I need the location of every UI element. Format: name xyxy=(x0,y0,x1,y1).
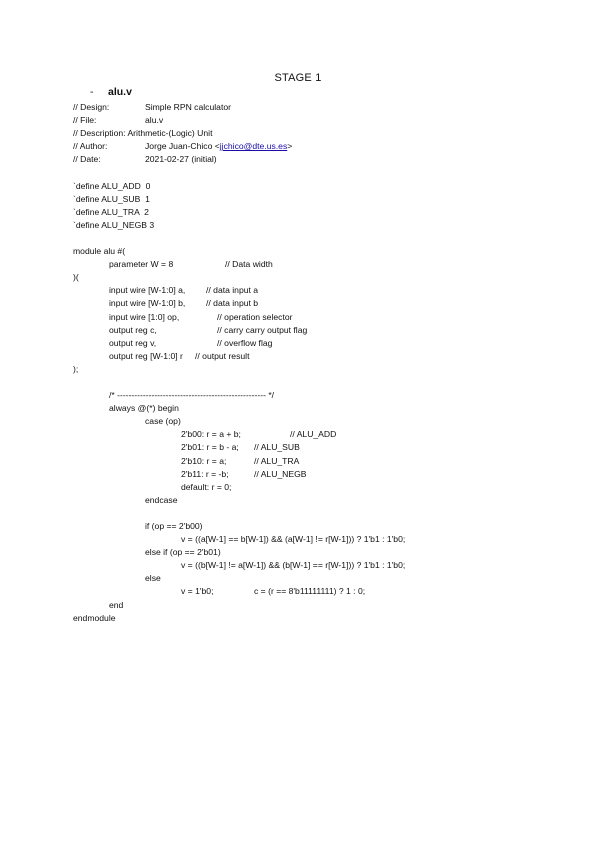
code-comment: // ALU_NEGB xyxy=(254,468,307,479)
define-line xyxy=(73,180,151,193)
code-line xyxy=(73,245,126,258)
section-filename: alu.v xyxy=(108,86,132,98)
define-line xyxy=(73,193,150,206)
parameter-decl: parameter W = 8 xyxy=(109,259,174,270)
code-line xyxy=(73,271,87,284)
code-line xyxy=(73,153,217,166)
list-bullet: - xyxy=(90,86,94,98)
code-line xyxy=(73,114,164,127)
code-line xyxy=(73,599,124,612)
code-line xyxy=(73,389,275,402)
case-item: default: r = 0; xyxy=(181,481,232,492)
code-comment: // ALU_SUB xyxy=(254,442,300,453)
else-stmt: else xyxy=(145,573,161,584)
code-line xyxy=(73,494,178,507)
port-decl: input wire [W-1:0] a, xyxy=(109,285,186,296)
author-close: > xyxy=(287,141,293,152)
author-email-link[interactable]: jjchico@dte.us.es xyxy=(219,141,288,152)
code-line xyxy=(73,140,293,153)
code-line xyxy=(73,533,406,546)
port-decl: output reg v, xyxy=(109,337,157,348)
define-line xyxy=(73,206,149,219)
stage-title: STAGE 1 xyxy=(274,72,322,84)
header-key: // Author: xyxy=(73,141,108,152)
header-key: // Date: xyxy=(73,154,101,165)
port-line xyxy=(73,337,273,350)
port-decl: input wire [1:0] op, xyxy=(109,311,180,322)
header-value: Simple RPN calculator xyxy=(145,102,231,112)
ports-open: )( xyxy=(73,272,79,283)
code-comment: // ALU_TRA xyxy=(254,455,300,466)
author-line xyxy=(145,140,292,153)
define-text: `define ALU_ADD 0 xyxy=(73,180,151,191)
header-key: // Design: xyxy=(73,102,110,112)
code-comment: // operation selector xyxy=(217,311,293,322)
code-comment: // ALU_ADD xyxy=(290,429,337,440)
code-line xyxy=(73,363,87,376)
code-listing xyxy=(73,101,406,625)
define-text: `define ALU_NEGB 3 xyxy=(73,219,155,230)
else-if-stmt: else if (op == 2'b01) xyxy=(145,547,221,558)
separator-comment: /* ---------------------------------------------------- */ xyxy=(109,390,275,401)
section-heading xyxy=(90,86,132,98)
code-line xyxy=(73,585,366,598)
header-value: alu.v xyxy=(145,115,164,126)
code-line xyxy=(73,127,213,140)
case-line xyxy=(73,428,337,441)
code-comment: // output result xyxy=(195,350,250,361)
define-line xyxy=(73,219,155,232)
case-line xyxy=(73,441,300,454)
else-v-assign: v = 1'b0; xyxy=(181,586,214,597)
always-block: always @(*) begin xyxy=(109,403,179,414)
code-line xyxy=(73,258,273,271)
case-line xyxy=(73,481,232,494)
code-line xyxy=(73,546,221,559)
case-stmt: case (op) xyxy=(145,416,181,427)
case-item: 2'b01: r = b - a; xyxy=(181,442,239,453)
port-decl: input wire [W-1:0] b, xyxy=(109,298,186,309)
header-key: // File: xyxy=(73,115,97,126)
if-body: v = ((a[W-1] == b[W-1]) && (a[W-1] != r[W-1])) ? 1'b1 : 1'b0; xyxy=(181,534,406,545)
port-line xyxy=(73,297,259,310)
port-line xyxy=(73,350,250,363)
header-description: // Description: Arithmetic-(Logic) Unit xyxy=(73,128,213,139)
port-line xyxy=(73,324,308,337)
case-item: 2'b00: r = a + b; xyxy=(181,429,241,440)
end-stmt: end xyxy=(109,599,124,610)
define-text: `define ALU_TRA 2 xyxy=(73,206,149,217)
code-line xyxy=(73,520,203,533)
blank-line xyxy=(73,232,87,245)
endmodule-stmt: endmodule xyxy=(73,612,116,623)
code-line xyxy=(73,101,231,114)
port-line xyxy=(73,284,259,297)
code-line xyxy=(73,612,116,625)
code-comment: // overflow flag xyxy=(217,337,273,348)
code-comment: // carry carry output flag xyxy=(217,324,308,335)
author-name: Jorge Juan-Chico < xyxy=(145,141,220,152)
port-line xyxy=(73,311,293,324)
endcase-stmt: endcase xyxy=(145,494,178,505)
if-stmt: if (op == 2'b00) xyxy=(145,521,203,531)
code-line xyxy=(73,572,161,585)
ports-close: ); xyxy=(73,363,79,374)
define-text: `define ALU_SUB 1 xyxy=(73,193,150,204)
code-comment: // Data width xyxy=(225,259,273,270)
else-c-assign: c = (r == 8'b11111111) ? 1 : 0; xyxy=(254,586,366,597)
code-comment: // data input a xyxy=(206,285,259,296)
header-value: 2021-02-27 (initial) xyxy=(145,154,217,165)
module-decl: module alu #( xyxy=(73,246,126,257)
port-decl: output reg [W-1:0] r xyxy=(109,350,183,361)
code-line xyxy=(73,402,179,415)
case-line xyxy=(73,455,300,468)
port-decl: output reg c, xyxy=(109,324,157,335)
code-line xyxy=(73,559,406,572)
case-item: 2'b11: r = -b; xyxy=(181,468,229,479)
else-if-body: v = ((b[W-1] != a[W-1]) && (b[W-1] == r[W-1])) ? 1'b1 : 1'b0; xyxy=(181,560,406,571)
case-line xyxy=(73,468,307,481)
code-comment: // data input b xyxy=(206,298,259,309)
case-item: 2'b10: r = a; xyxy=(181,455,227,466)
code-line xyxy=(73,415,181,428)
